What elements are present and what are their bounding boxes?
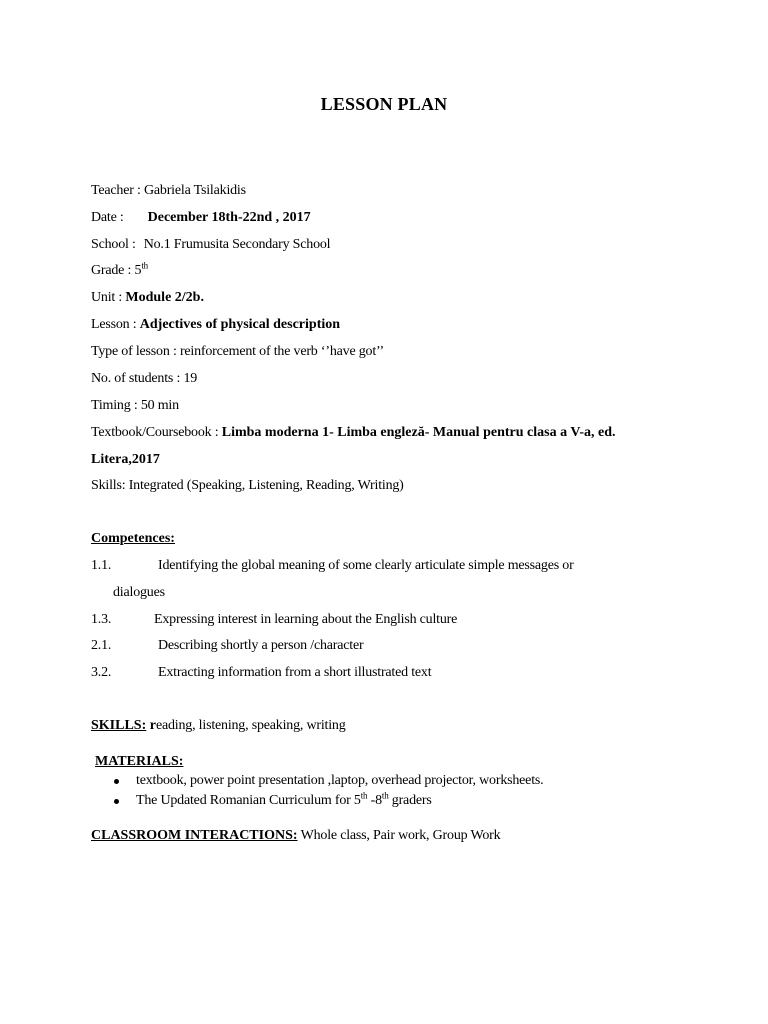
students-label: No. of students : xyxy=(91,371,184,386)
materials-heading: MATERIALS: xyxy=(95,754,184,769)
bullet-icon xyxy=(114,799,119,804)
competence-number: 2.1. xyxy=(91,638,112,653)
competence-item xyxy=(91,611,457,629)
timing-line xyxy=(91,397,179,415)
unit-line xyxy=(91,289,204,307)
type-of-lesson-value: reinforcement of the verb ‘’have got’’ xyxy=(179,344,384,359)
skills-rest: eading, listening, speaking, writing xyxy=(155,718,346,733)
materials-item-sup2: th xyxy=(381,790,389,801)
unit-value: Module 2/2b. xyxy=(125,290,204,305)
lesson-value: Adjectives of physical description xyxy=(139,317,341,332)
competence-text: Describing shortly a person /character xyxy=(158,638,364,653)
skills-first-letter: r xyxy=(149,718,156,733)
competence-number: 1.3. xyxy=(91,612,112,627)
teacher-line xyxy=(91,182,246,200)
competence-number: 1.1. xyxy=(91,558,112,573)
competence-text: Extracting information from a short illustrated text xyxy=(158,665,432,680)
textbook-label: Textbook/Coursebook : xyxy=(91,425,222,440)
textbook-value-line2: Litera,2017 xyxy=(91,452,160,467)
school-value: No.1 Frumusita Secondary School xyxy=(143,237,331,252)
type-of-lesson-line xyxy=(91,343,384,361)
date-value: December 18th-22nd , 2017 xyxy=(147,210,311,225)
competence-text: Identifying the global meaning of some clearly articulate simple messages or xyxy=(158,558,574,573)
skills-integrated-label: Skills: xyxy=(91,478,129,493)
materials-item-pre: The Updated Romanian Curriculum for 5 xyxy=(136,793,361,808)
bullet-icon xyxy=(114,779,119,784)
school-label: School : xyxy=(91,237,136,252)
students-line xyxy=(91,370,197,388)
competence-continuation: dialogues xyxy=(113,585,165,600)
grade-sup: th xyxy=(141,260,148,271)
skills-integrated-value: Integrated (Speaking, Listening, Reading, Writing) xyxy=(128,478,404,493)
materials-item-sup1: th xyxy=(360,790,368,801)
skills-line xyxy=(91,717,346,735)
materials-item xyxy=(136,772,543,790)
page-title: LESSON PLAN xyxy=(320,94,448,114)
skills-heading: SKILLS: xyxy=(91,718,147,733)
timing-label: Timing : xyxy=(91,398,141,413)
date-line xyxy=(91,209,311,227)
school-line xyxy=(91,236,330,254)
textbook-value-line1: Limba moderna 1- Limba engleză- Manual pentru clasa a V-a, ed. xyxy=(221,425,616,440)
classroom-interactions-value: Whole class, Pair work, Group Work xyxy=(297,828,501,843)
competence-number: 3.2. xyxy=(91,665,112,680)
students-value: 19 xyxy=(183,371,198,386)
teacher-value: Gabriela Tsilakidis xyxy=(143,183,246,198)
materials-item-mid: -8 xyxy=(367,793,382,808)
skills-integrated-line xyxy=(91,477,404,495)
timing-value: 50 min xyxy=(140,398,179,413)
grade-line xyxy=(91,262,148,280)
competence-item xyxy=(91,637,363,655)
competence-item xyxy=(91,557,574,575)
classroom-interactions-line xyxy=(91,827,500,845)
teacher-label: Teacher : xyxy=(91,183,144,198)
grade-value: 5 xyxy=(134,263,142,278)
unit-label: Unit : xyxy=(91,290,126,305)
type-of-lesson-label: Type of lesson : xyxy=(91,344,180,359)
competences-heading: Competences: xyxy=(91,531,175,546)
competence-item xyxy=(91,664,431,682)
grade-label: Grade : xyxy=(91,263,135,278)
materials-item-text: textbook, power point presentation ,laptop, overhead projector, worksheets. xyxy=(136,773,544,788)
lesson-label: Lesson : xyxy=(91,317,140,332)
date-label: Date : xyxy=(91,210,124,225)
lesson-line xyxy=(91,316,340,334)
classroom-interactions-heading: CLASSROOM INTERACTIONS: xyxy=(91,828,298,843)
materials-item-post: graders xyxy=(388,793,432,808)
textbook-line xyxy=(91,424,616,442)
competence-text: Expressing interest in learning about the English culture xyxy=(154,612,458,627)
materials-item xyxy=(136,792,432,810)
